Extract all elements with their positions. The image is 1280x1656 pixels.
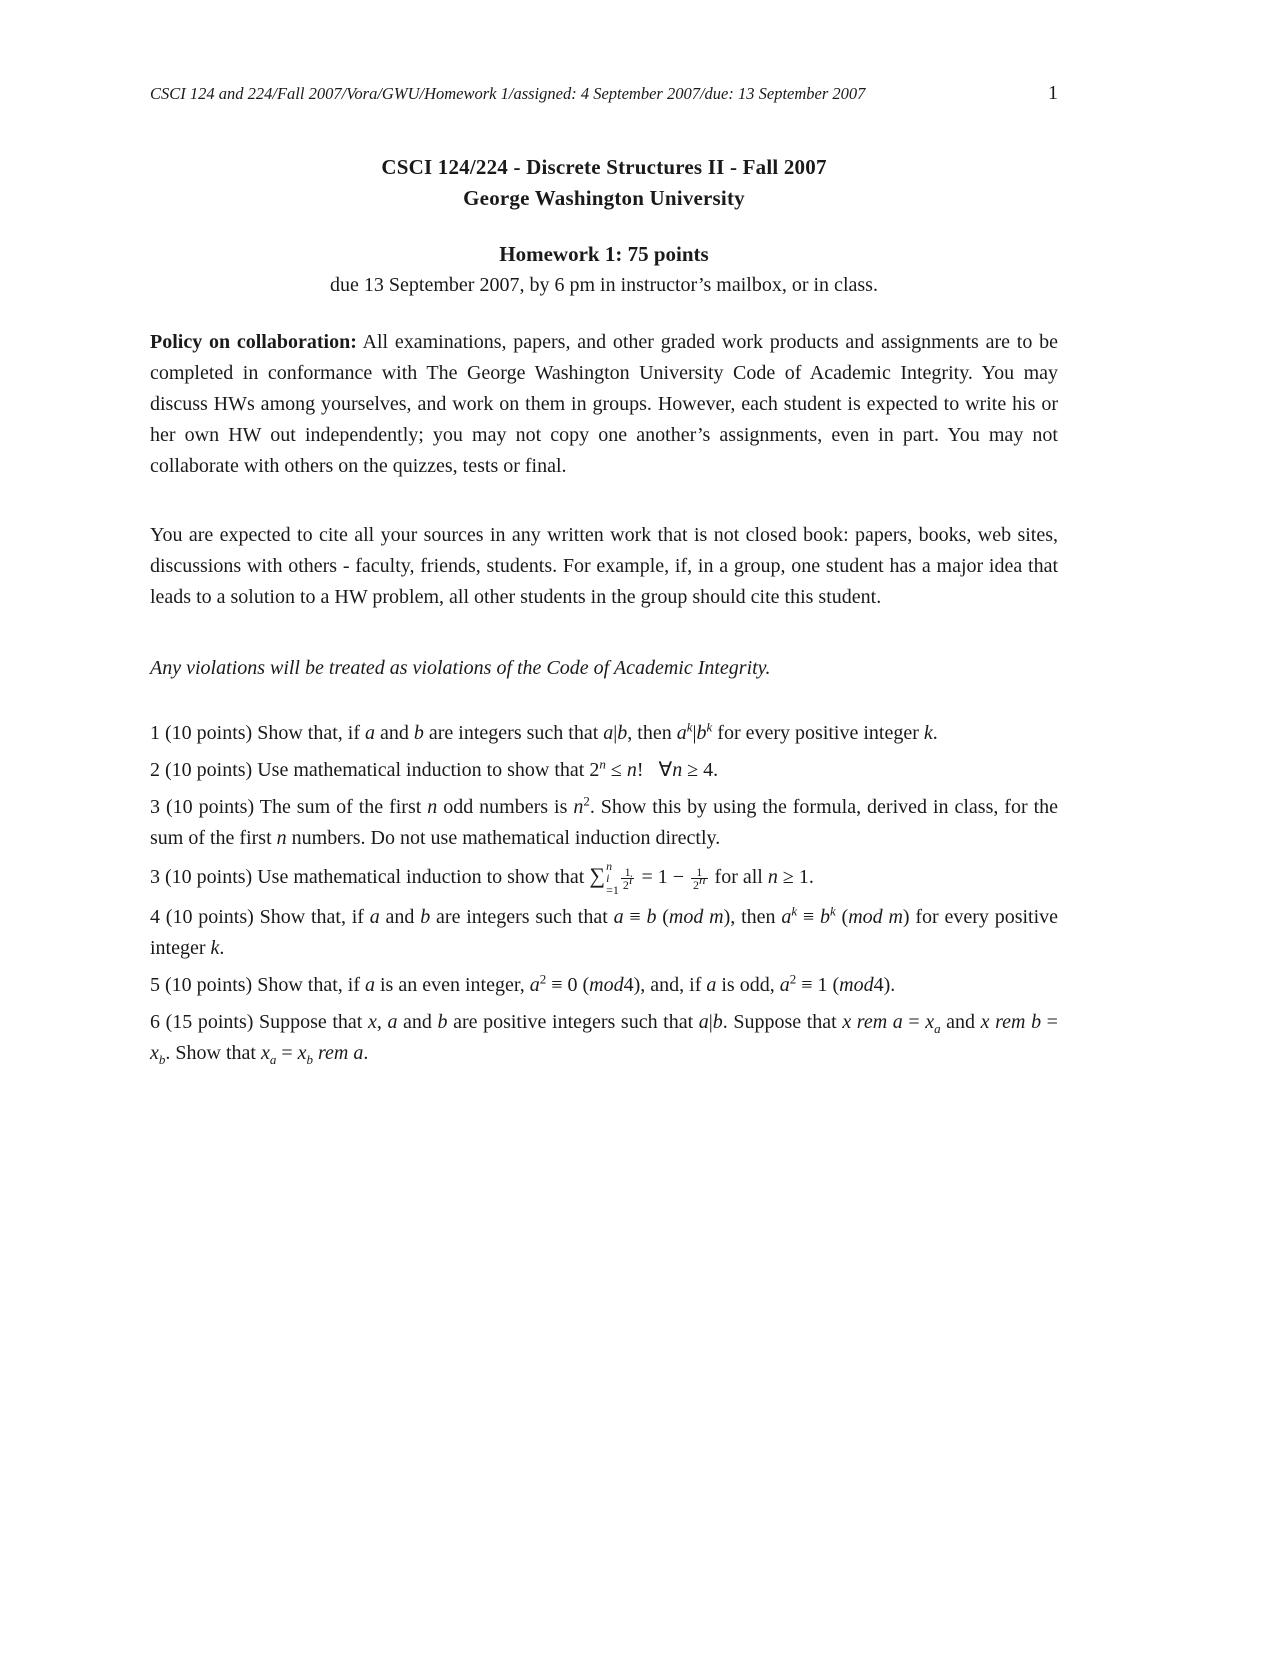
citation-paragraph: You are expected to cite all your sources in any written work that is not closed book: papers, books, web sites, discussions with others - faculty, friends, students. For example, if, in a group, one student has a major idea that leads to a solution to a HW problem, all other students in the group should cite this student.	[150, 524, 1058, 608]
problem-label: 6 (15 points)	[150, 1011, 254, 1034]
violations-note: Any violations will be treated as violations of the Code of Academic Integrity.	[150, 657, 771, 679]
problem-label: 5 (10 points)	[150, 974, 253, 997]
problem-label: 1 (10 points)	[150, 722, 253, 744]
problem-2: 2 (10 points) Use mathematical induction to show that $2^n \le n$! ∀n ≥ 4.	[150, 756, 719, 781]
problem-label: 3 (10 points)	[150, 866, 253, 888]
collaboration-policy	[150, 327, 1058, 482]
problem-6: 6 (15 points) Suppose that x, a and b are positive integers such that a|b. Suppose that x rem $a = x_a$ and x rem $b = x_b$. Show that $x_a = x_b$ rem a.	[150, 1011, 1058, 1068]
problem-3b: 3 (10 points) Use mathematical induction to show that ∑ n i =1 $\frac{1}{2^i}$ = 1 − $\frac{1}{2^n}$ for all n ≥ 1.	[150, 859, 814, 898]
problem-3: 3 (10 points) The sum of the first n odd numbers is $n^2$. Show this by using the formula, derived in class, for the sum of the first n numbers. Do not use mathematical induction directly.	[150, 793, 1059, 849]
homework-title: Homework 1: 75 points	[499, 242, 709, 266]
problem-5: 5 (10 points) Show that, if a is an even integer, $a^2 \equiv 0$ (mod4), and, if a is odd, $a^2 \equiv 1$ (mod4).	[150, 971, 896, 997]
problem-label: 3 (10 points)	[150, 796, 255, 818]
policy-label: Policy on collaboration:	[150, 331, 357, 353]
problem-list	[150, 718, 1058, 1075]
title-block	[150, 152, 1058, 301]
course-title: CSCI 124/224 - Discrete Structures II - Fall 2007	[381, 155, 827, 179]
running-head: CSCI 124 and 224/Fall 2007/Vora/GWU/Homework 1/assigned: 4 September 2007/due: 13 September 2007	[150, 84, 866, 103]
problem-label: 2 (10 points)	[150, 759, 253, 781]
problem-4: 4 (10 points) Show that, if a and b are integers such that a ≡ b (mod m), then $a^k \equiv b^k$ (mod m) for every positive integer k.	[150, 903, 1059, 960]
problem-label: 4 (10 points)	[150, 906, 254, 929]
problem-1: 1 (10 points) Show that, if a and b are integers such that a|b, then $a^k|b^k$ for every positive integer k.	[150, 719, 938, 744]
policy-text: All examinations, papers, and other graded work products and assignments are to be completed in conformance with The George Washington University Code of Academic Integrity. You may discuss HWs among yourselves, and work on them in groups. However, each student is expected to write his or her own HW out independently; you may not copy one another’s assignments, even in part. You may not collaborate with others on the quizzes, tests or final.	[150, 331, 1058, 477]
university-name: George Washington University	[463, 186, 745, 210]
due-line: due 13 September 2007, by 6 pm in instructor’s mailbox, or in class.	[330, 274, 878, 296]
page-number: 1	[1048, 82, 1058, 104]
